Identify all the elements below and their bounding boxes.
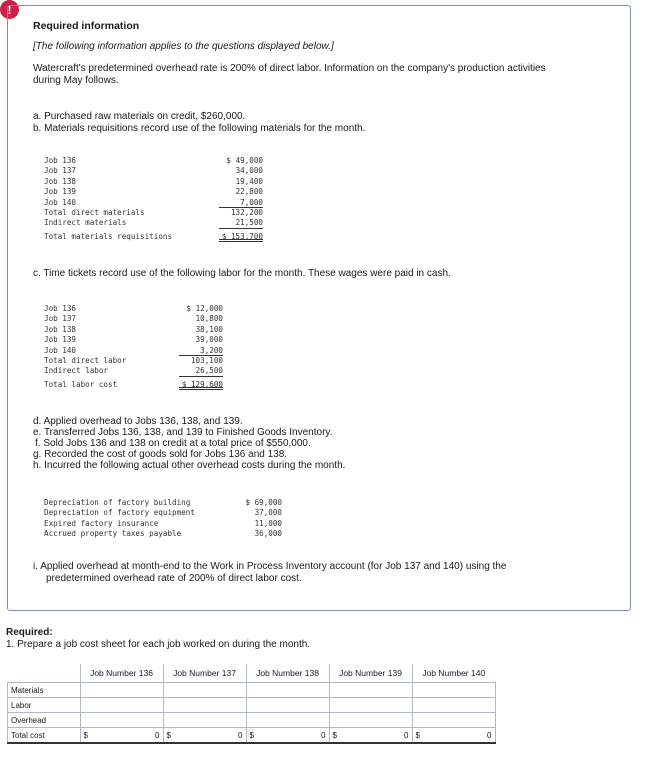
steps-list xyxy=(33,416,345,471)
overhead-label: Expired factory insurance xyxy=(44,518,159,528)
total-value: 0 xyxy=(155,730,160,740)
step-h: h. Incurred the following actual other overhead costs during the month. xyxy=(33,460,346,471)
row-label-total: Total cost xyxy=(8,728,81,744)
labor-input-139[interactable] xyxy=(329,698,412,713)
overhead-table xyxy=(44,498,282,540)
overhead-label: Accrued property taxes payable xyxy=(44,529,182,539)
currency-symbol: $ xyxy=(166,730,171,740)
intro-line-2: during May follows. xyxy=(33,75,119,86)
overhead-input-136[interactable] xyxy=(80,713,163,728)
materials-value: 22,800 xyxy=(235,187,263,197)
materials-label: Indirect materials xyxy=(44,218,127,228)
table-row xyxy=(8,683,496,698)
labor-input-140[interactable] xyxy=(412,698,495,713)
materials-label: Job 140 xyxy=(44,197,77,207)
row-label-materials: Materials xyxy=(8,683,81,698)
total-cell-138 xyxy=(246,728,329,744)
materials-value: 19,400 xyxy=(235,176,263,186)
materials-value: 21,500 xyxy=(219,218,263,228)
currency-symbol: $ xyxy=(332,730,337,740)
info-subtitle: [The following information applies to the questions displayed below.] xyxy=(33,41,334,52)
materials-value: 34,000 xyxy=(235,166,263,176)
materials-input-140[interactable] xyxy=(412,683,495,698)
labor-table xyxy=(44,304,223,390)
intro-line-1: Watercraft's predetermined overhead rate is 200% of direct labor. Information on the company's production activities xyxy=(33,63,546,74)
overhead-value: 37,000 xyxy=(254,508,282,518)
labor-label: Job 138 xyxy=(44,324,77,334)
table-row xyxy=(8,713,496,728)
required-heading: Required: xyxy=(6,627,53,638)
materials-input-139[interactable] xyxy=(329,683,412,698)
corner-header xyxy=(8,664,81,683)
overhead-input-140[interactable] xyxy=(412,713,495,728)
materials-label: Job 137 xyxy=(44,166,77,176)
total-value: 0 xyxy=(404,730,409,740)
column-header: Job Number 136 xyxy=(80,664,163,683)
overhead-input-138[interactable] xyxy=(246,713,329,728)
step-e: e. Transferred Jobs 136, 138, and 139 to Finished Goods Inventory. xyxy=(33,427,333,438)
item-b: b. Materials requisitions record use of the following materials for the month. xyxy=(33,123,366,134)
materials-label: Total materials requisitions xyxy=(44,231,173,241)
overhead-input-139[interactable] xyxy=(329,713,412,728)
labor-value: 26,500 xyxy=(179,366,223,376)
materials-value: $ 153,700 xyxy=(219,232,263,242)
labor-value: 103,100 xyxy=(190,355,223,365)
job-cost-table xyxy=(7,664,496,744)
overhead-value: 11,000 xyxy=(254,518,282,528)
required-question: 1. Prepare a job cost sheet for each job worked on during the month. xyxy=(6,639,311,650)
materials-label: Job 136 xyxy=(44,156,77,165)
labor-label: Indirect labor xyxy=(44,366,109,376)
overhead-input-137[interactable] xyxy=(163,713,246,728)
materials-input-138[interactable] xyxy=(246,683,329,698)
materials-value: 7,000 xyxy=(219,198,263,208)
row-label-overhead: Overhead xyxy=(8,713,81,728)
overhead-label: Depreciation of factory building xyxy=(44,498,191,507)
column-header: Job Number 139 xyxy=(329,664,412,683)
item-c: c. Time tickets record use of the following labor for the month. These wages were paid in cash. xyxy=(33,268,451,279)
total-cell-140 xyxy=(412,728,495,744)
item-i-line-2: predetermined overhead rate of 200% of direct labor cost. xyxy=(46,573,302,584)
total-value: 0 xyxy=(238,730,243,740)
total-cell-137 xyxy=(163,728,246,744)
materials-input-137[interactable] xyxy=(163,683,246,698)
labor-value: 39,000 xyxy=(195,335,223,345)
total-cell-139 xyxy=(329,728,412,744)
labor-value: 3,200 xyxy=(179,346,223,356)
step-f: f. Sold Jobs 136 and 138 on credit at a total price of $550,000. xyxy=(35,438,311,449)
column-header: Job Number 138 xyxy=(246,664,329,683)
total-cell-136 xyxy=(80,728,163,744)
info-title: Required information xyxy=(33,20,140,32)
overhead-label: Depreciation of factory equipment xyxy=(44,508,195,518)
column-header: Job Number 140 xyxy=(422,668,486,678)
overhead-value: $ 69,000 xyxy=(245,498,282,507)
labor-label: Job 137 xyxy=(44,314,77,324)
materials-label: Total direct materials xyxy=(44,207,145,217)
overhead-value: 36,000 xyxy=(254,529,282,539)
labor-label: Job 136 xyxy=(44,304,77,313)
labor-value: 38,100 xyxy=(195,324,223,334)
labor-value: $ 12,000 xyxy=(186,304,223,313)
row-label-labor: Labor xyxy=(8,698,81,713)
labor-input-137[interactable] xyxy=(163,698,246,713)
currency-symbol: $ xyxy=(249,730,254,740)
labor-label: Job 140 xyxy=(44,345,77,355)
labor-label: Total direct labor xyxy=(44,355,127,365)
total-value: 0 xyxy=(321,730,326,740)
labor-label: Job 139 xyxy=(44,335,77,345)
item-i-line-1: i. Applied overhead at month-end to the Work in Process Inventory account (for Job 137 and 140) using the xyxy=(33,561,507,572)
materials-input-136[interactable] xyxy=(80,683,163,698)
materials-label: Job 139 xyxy=(44,187,77,197)
materials-value: $ 49,000 xyxy=(226,156,263,165)
labor-label: Total labor cost xyxy=(44,379,118,389)
currency-symbol: $ xyxy=(415,730,420,740)
table-row xyxy=(8,698,496,713)
step-g: g. Recorded the cost of goods sold for Jobs 136 and 138. xyxy=(33,449,288,460)
total-value: 0 xyxy=(487,730,492,740)
step-d: d. Applied overhead to Jobs 136, 138, and 139. xyxy=(33,416,243,427)
table-row-total xyxy=(8,728,496,744)
labor-input-138[interactable] xyxy=(246,698,329,713)
labor-value: 10,800 xyxy=(195,314,223,324)
column-header: Job Number 137 xyxy=(163,664,246,683)
alert-icon: ! xyxy=(0,0,19,19)
materials-value: 132,200 xyxy=(230,207,263,217)
labor-value: $ 129,600 xyxy=(179,380,223,390)
item-a: a. Purchased raw materials on credit, $260,000. xyxy=(33,111,246,122)
labor-input-136[interactable] xyxy=(80,698,163,713)
currency-symbol: $ xyxy=(83,730,88,740)
materials-table xyxy=(44,156,263,242)
materials-label: Job 138 xyxy=(44,176,77,186)
